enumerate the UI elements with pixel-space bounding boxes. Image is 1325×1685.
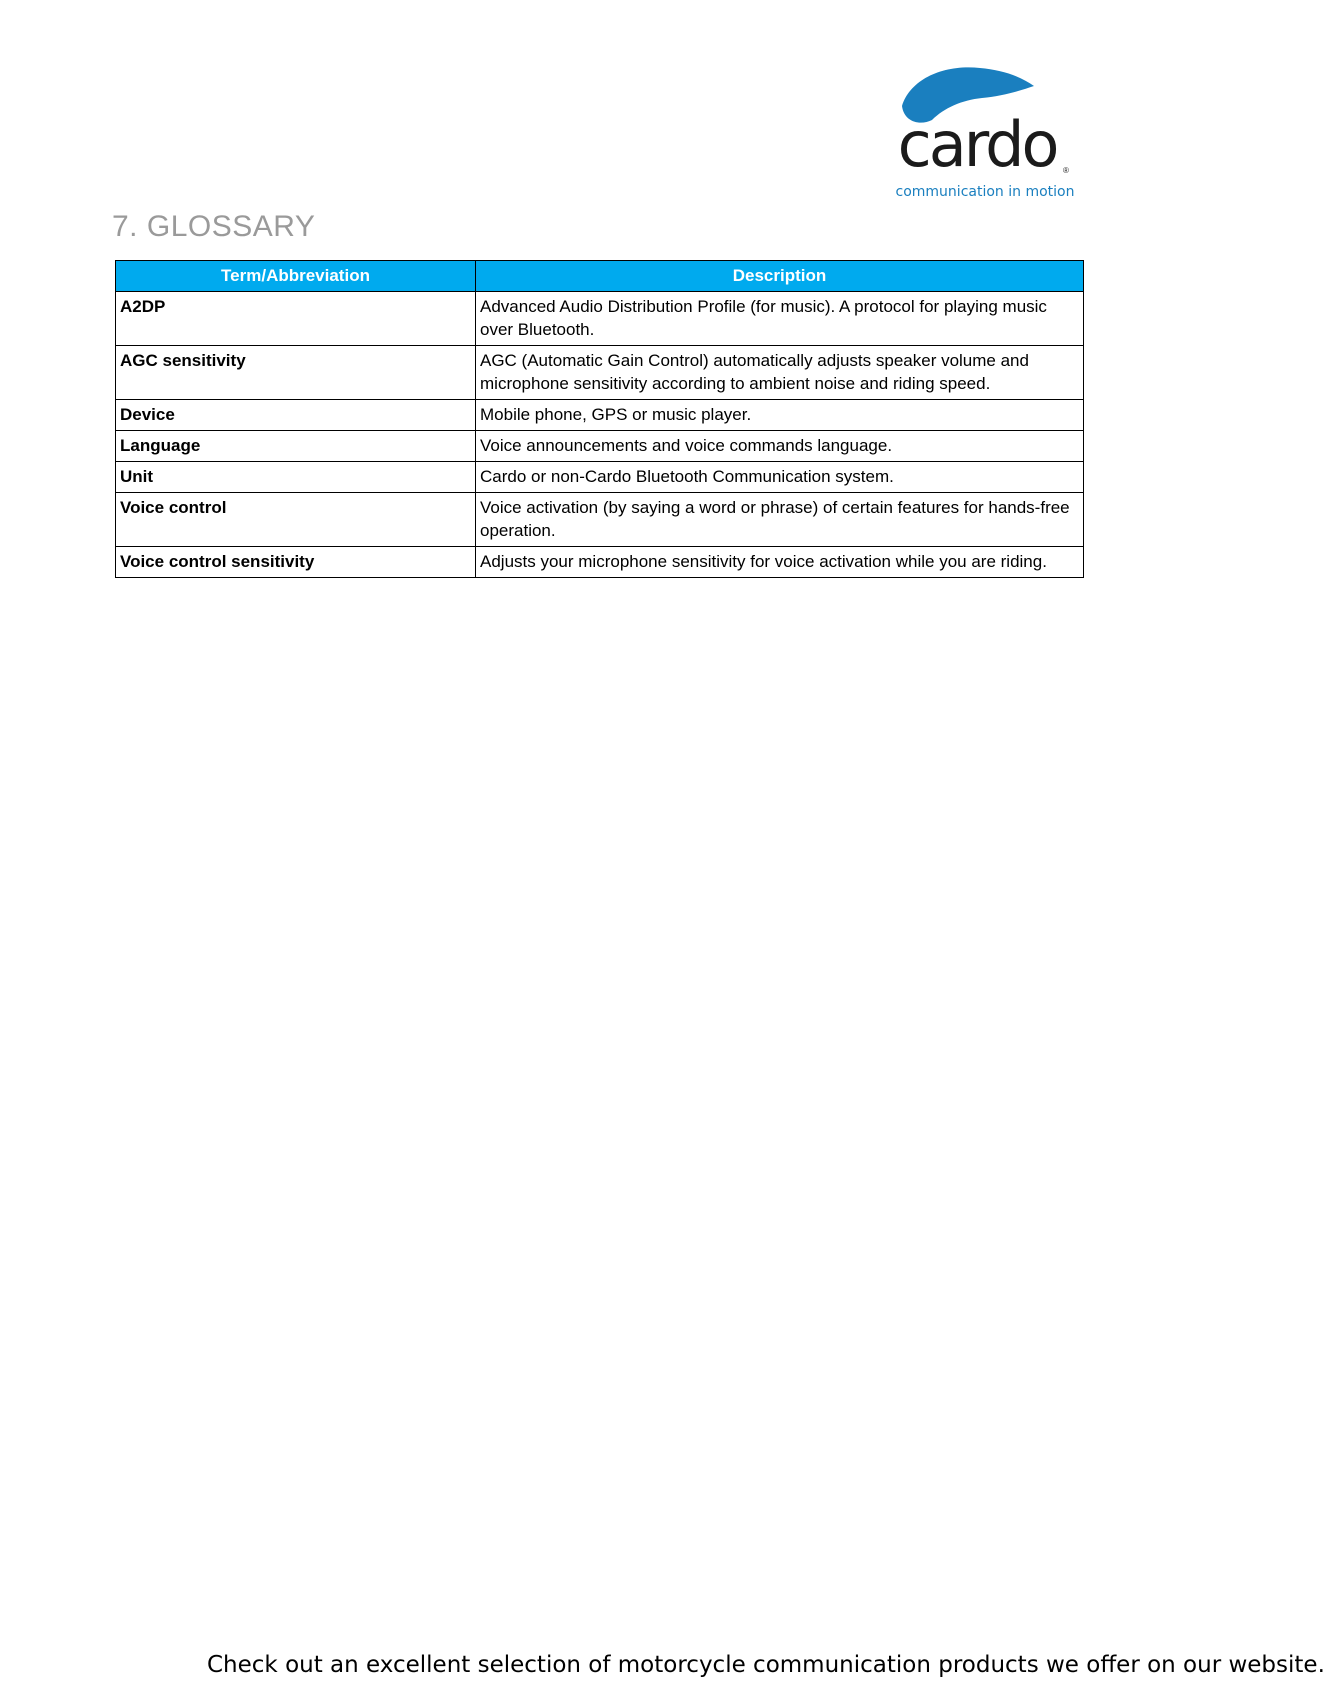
term-cell: AGC sensitivity	[116, 346, 476, 400]
column-header-term: Term/Abbreviation	[116, 261, 476, 292]
term-cell: A2DP	[116, 292, 476, 346]
description-cell: Advanced Audio Distribution Profile (for music). A protocol for playing music over Bluetooth.	[476, 292, 1084, 346]
description-cell: Cardo or non-Cardo Bluetooth Communication system.	[476, 462, 1084, 493]
table-header-row	[116, 261, 1084, 292]
term-cell: Voice control	[116, 493, 476, 547]
table-row	[116, 462, 1084, 493]
description-cell: Adjusts your microphone sensitivity for voice activation while you are riding.	[480, 552, 1047, 571]
table-row	[116, 292, 1084, 346]
term-cell: Unit	[116, 462, 476, 493]
table-row	[116, 400, 1084, 431]
term-cell: Language	[116, 431, 476, 462]
column-header-description: Description	[476, 261, 1084, 292]
logo-registered-mark: ®	[1063, 166, 1069, 175]
footer-promo-text: Check out an excellent selection of motorcycle communication products we offer on our website.	[207, 1652, 1325, 1678]
description-cell: Voice activation (by saying a word or phrase) of certain features for hands-free operation.	[476, 493, 1084, 547]
description-cell: Mobile phone, GPS or music player.	[476, 400, 1084, 431]
glossary-table	[115, 260, 1084, 578]
description-cell: AGC (Automatic Gain Control) automatically adjusts speaker volume and microphone sensitivity according to ambient noise and riding speed.	[476, 346, 1084, 400]
logo-tagline: communication in motion	[895, 184, 1075, 200]
table-row	[116, 346, 1084, 400]
table-row	[116, 493, 1084, 547]
table-row	[116, 431, 1084, 462]
section-heading: 7. GLOSSARY	[112, 210, 316, 243]
description-cell: Voice announcements and voice commands language.	[476, 431, 1084, 462]
term-cell: Voice control sensitivity	[116, 547, 476, 578]
logo-wordmark: cardo	[897, 108, 1057, 181]
cardo-logo	[882, 62, 1087, 202]
table-row	[116, 547, 1084, 578]
term-cell: Device	[116, 400, 476, 431]
